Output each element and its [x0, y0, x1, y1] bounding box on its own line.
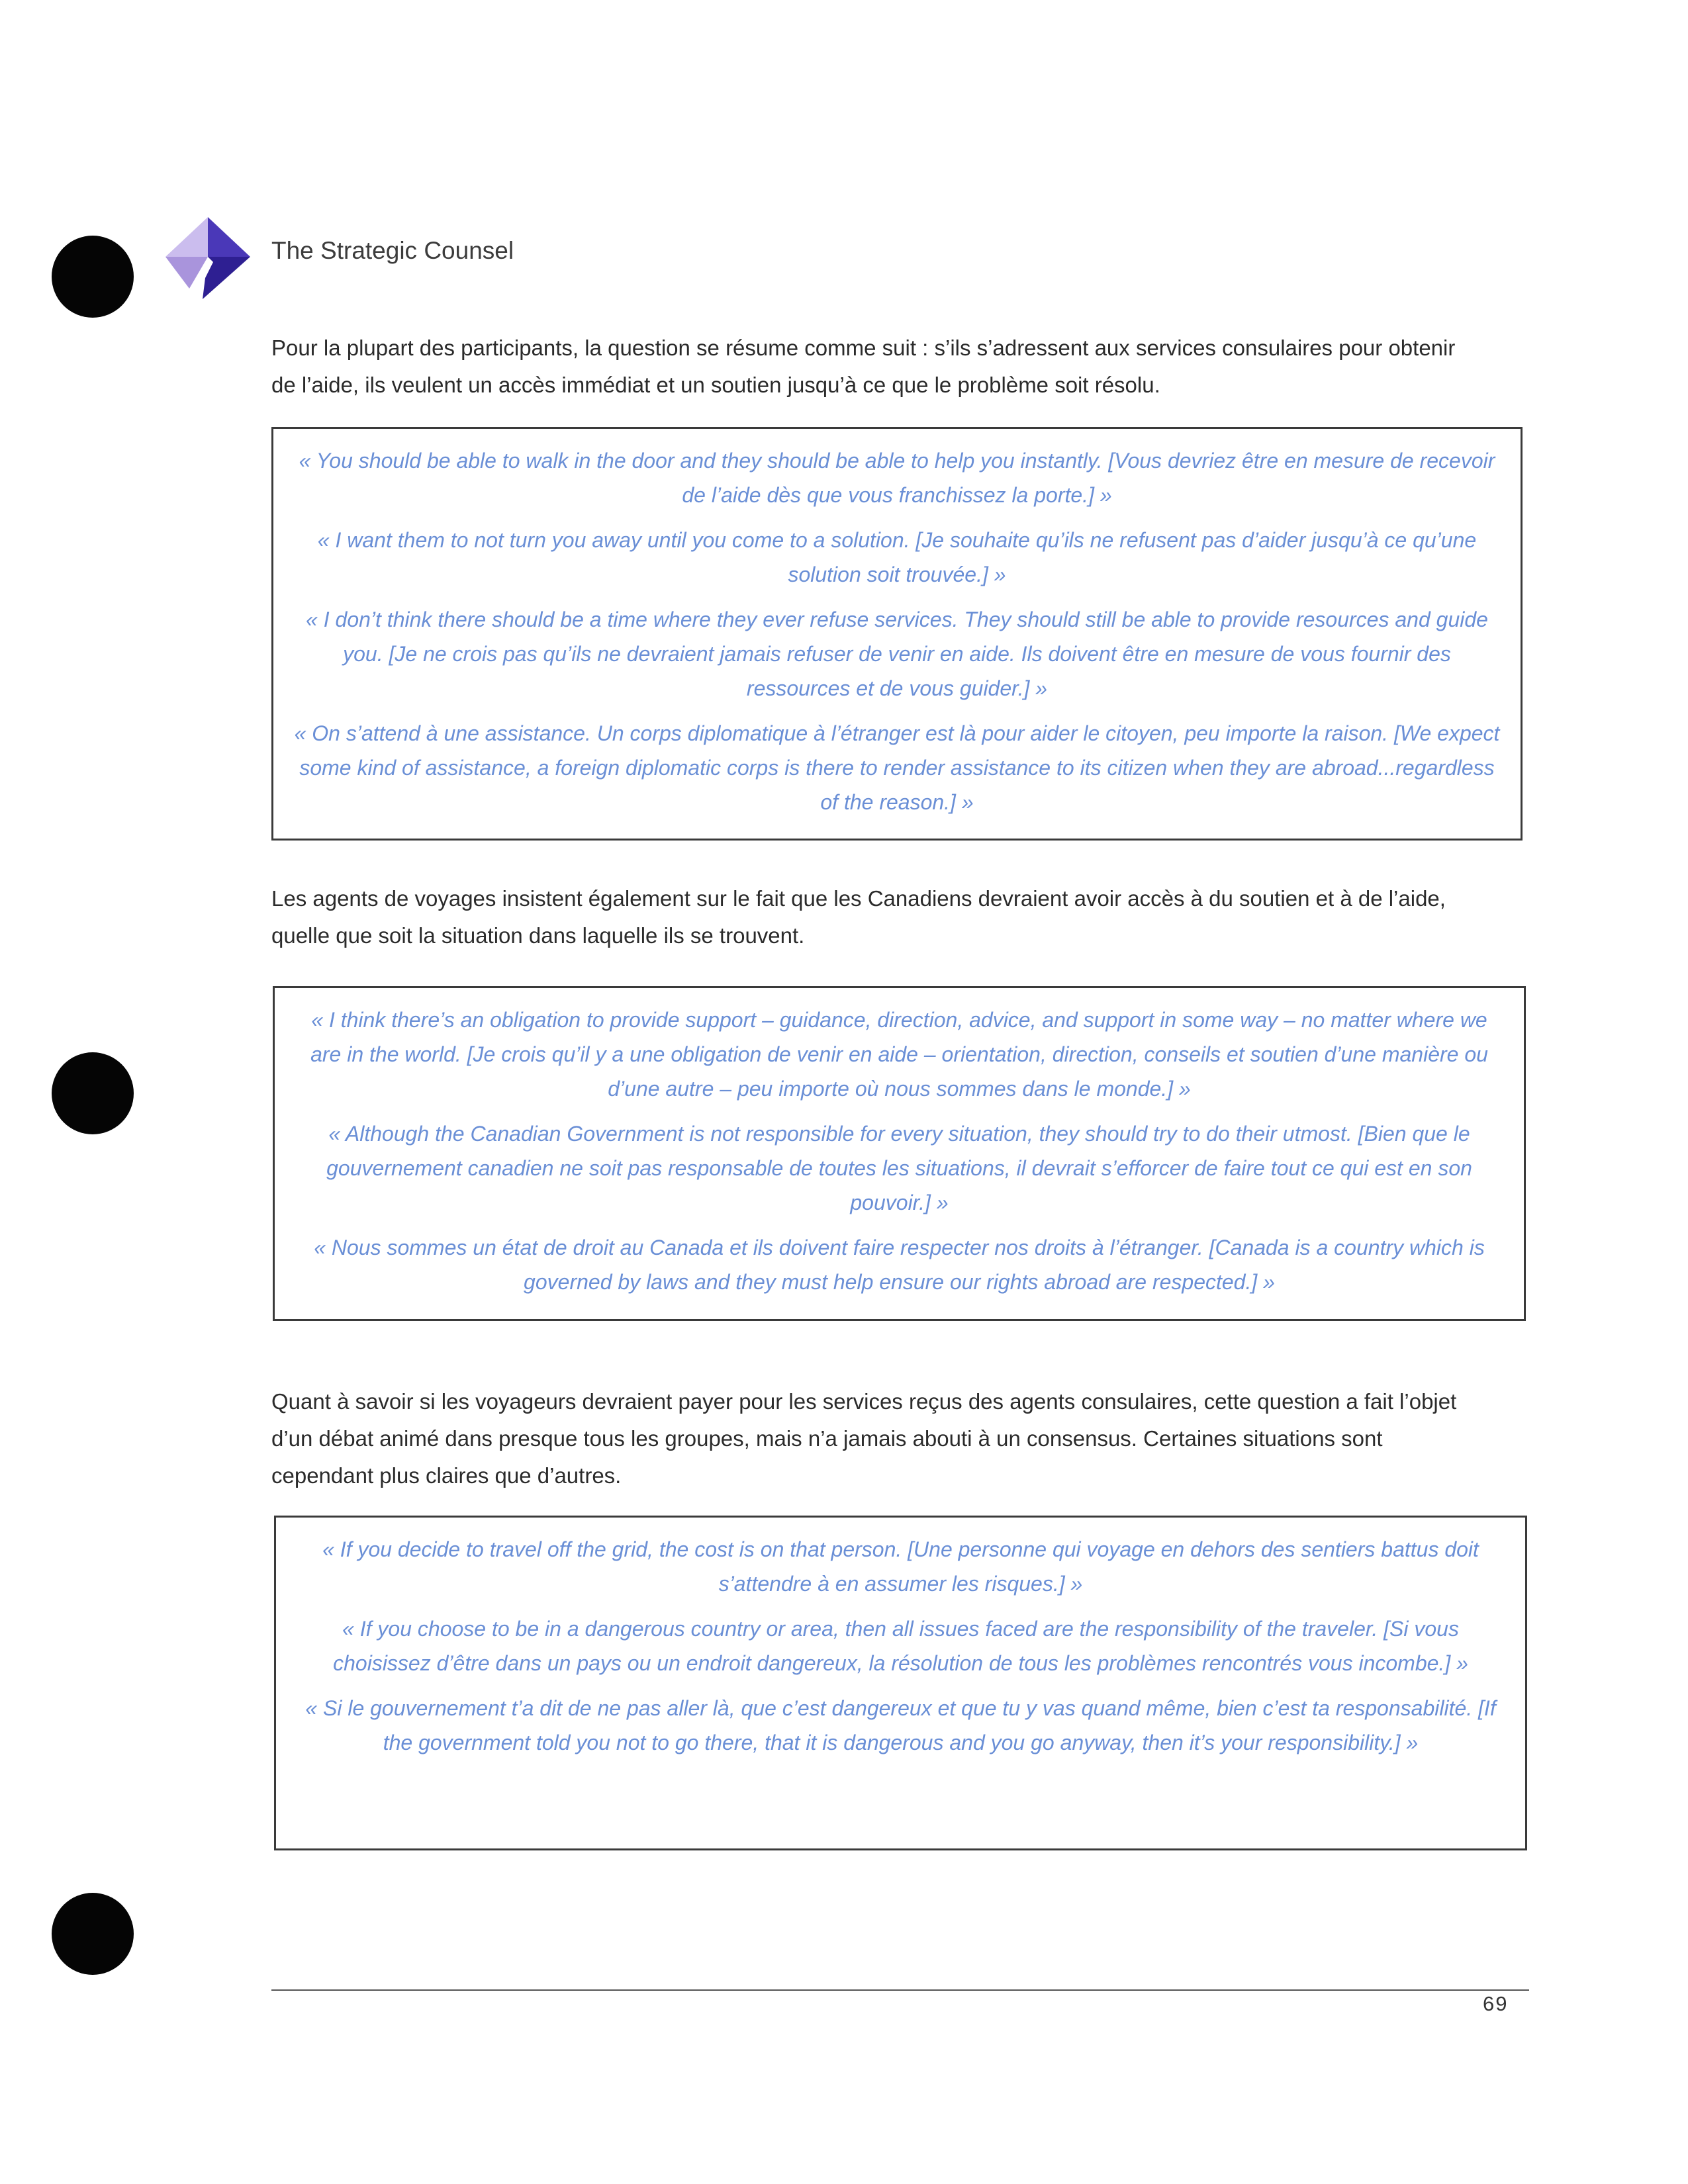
- page-number: 69: [1483, 1992, 1509, 2015]
- quote-text: « On s’attend à une assistance. Un corps diplomatique à l’étranger est là pour aider le citoyen, peu importe la raison. [We expect some kind of assistance, a foreign diplomatic corps is there to render assistance to its citizen when they are abroad...regardless of the reason.] »: [294, 721, 1500, 814]
- quote-text: « If you decide to travel off the grid, the cost is on that person. [Une personne qui voyage en dehors des sentiers battus doit s’attendre à en assumer les risques.] »: [322, 1537, 1479, 1596]
- body-paragraph-3: Quant à savoir si les voyageurs devraient payer pour les services reçus des agents consulaires, cette question a fait l’objet d’un débat animé dans presque tous les groupes, mais n’a jamais abouti à un consensus. Certaines situations sont cependant plus claires que d’autres.: [271, 1389, 1457, 1488]
- brand-name: The Strategic Counsel: [271, 237, 514, 264]
- quote-box-2: [273, 986, 1526, 1321]
- quote-text: « I don’t think there should be a time where they ever refuse services. They should still be able to provide resources and guide you. [Je ne crois pas qu’ils ne devraient jamais refuser de venir en aide. Ils doivent être en mesure de vous fournir des ressources et de vous guider.] »: [306, 608, 1488, 700]
- quote-text: « If you choose to be in a dangerous country or area, then all issues faced are the responsibility of the traveler. [Si vous choisissez d’être dans un pays ou un endroit dangereux, la résolution de tous les problèmes rencontrés vous incombe.] »: [333, 1617, 1468, 1675]
- punch-hole-middle: [52, 1052, 134, 1134]
- body-paragraph-2: Les agents de voyages insistent également sur le fait que les Canadiens devraient avoir accès à du soutien et à de l’aide, quelle que soit la situation dans laquelle ils se trouvent.: [271, 886, 1446, 948]
- quote-box-1: [271, 427, 1523, 841]
- body-paragraph-1: Pour la plupart des participants, la question se résume comme suit : s’ils s’adressent aux services consulaires pour obtenir de l’aide, ils veulent un accès immédiat et un soutien jusqu’à ce que le problème soit résolu.: [271, 336, 1456, 397]
- quote-text: « Although the Canadian Government is not responsible for every situation, they should try to do their utmost. [Bien que le gouvernement canadien ne soit pas responsable de toutes les situations, il devrait s’efforcer de faire tout ce qui est en son pouvoir.] »: [326, 1122, 1472, 1214]
- quote-text: « Nous sommes un état de droit au Canada et ils doivent faire respecter nos droits à l’étranger. [Canada is a country which is governed by laws and they must help ensure our rights abroad are respected.] »: [314, 1236, 1485, 1294]
- quote-text: « I think there’s an obligation to provide support – guidance, direction, advice, and support in some way – no matter where we are in the world. [Je crois qu’il y a une obligation de venir en aide – orientation, direction, conseils et soutien d’une manière ou d’une autre – peu importe où nous sommes dans le monde.] »: [310, 1008, 1488, 1101]
- footer-rule: [271, 1989, 1529, 1991]
- punch-hole-bottom: [52, 1893, 134, 1975]
- quote-box-3: [274, 1516, 1527, 1850]
- quote-text: « Si le gouvernement t’a dit de ne pas aller là, que c’est dangereux et que tu y vas quand même, bien c’est ta responsabilité. [If the government told you not to go there, that it is dangerous and you go anyway, then it’s your responsibility.] »: [305, 1696, 1496, 1754]
- quote-text: « I want them to not turn you away until you come to a solution. [Je souhaite qu’ils ne refusent pas d’aider jusqu’à ce qu’une solution soit trouvée.] »: [317, 528, 1477, 586]
- strategic-counsel-logo-icon: [163, 214, 253, 304]
- punch-hole-top: [52, 236, 134, 318]
- quote-text: « You should be able to walk in the door and they should be able to help you instantly. [Vous devriez être en mesure de recevoir de l’aide dès que vous franchissez la porte.] »: [299, 449, 1495, 507]
